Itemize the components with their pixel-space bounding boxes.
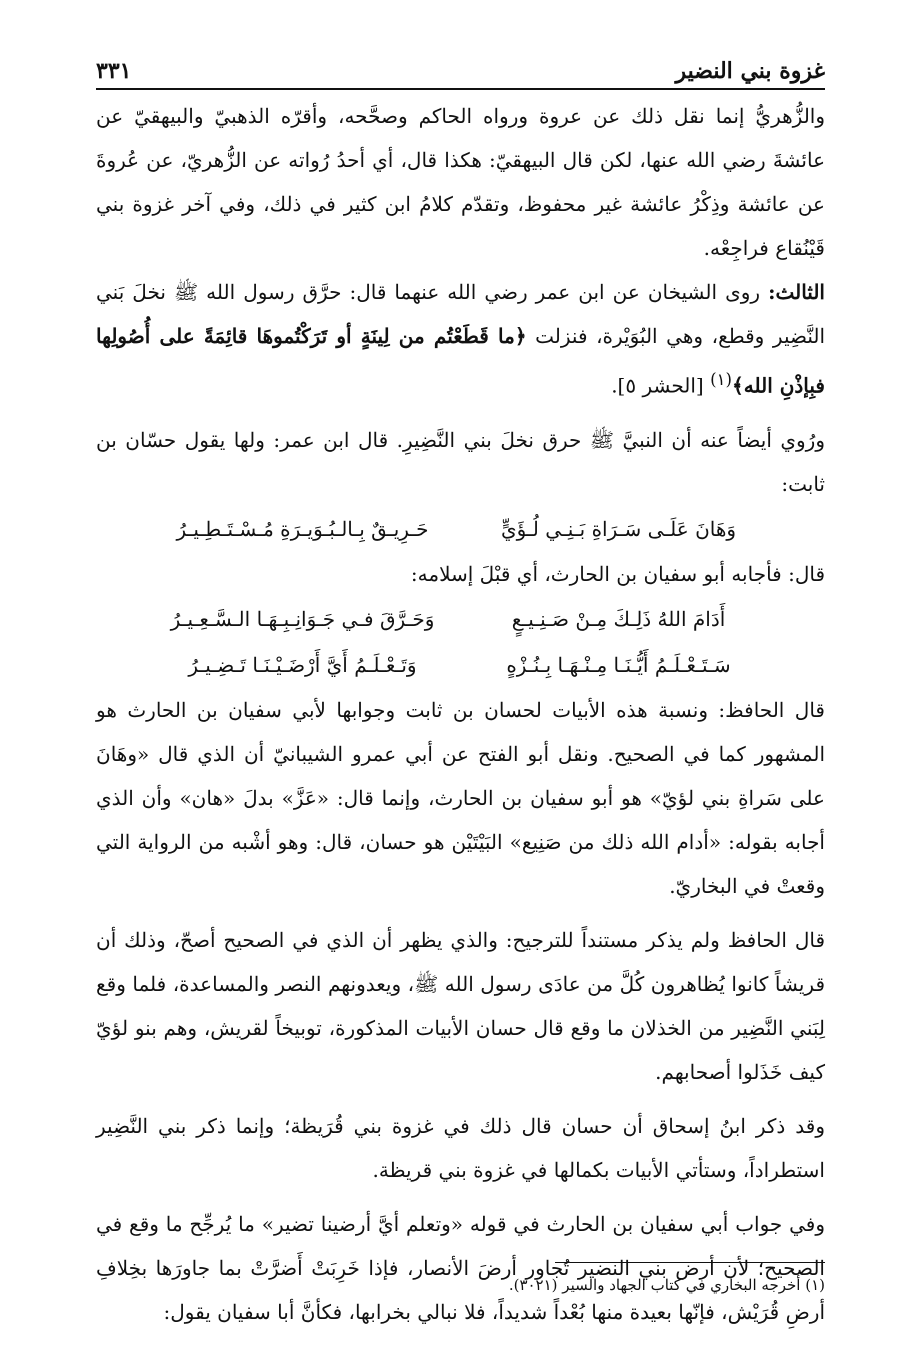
page-header <box>96 44 825 84</box>
footnote-reference[interactable]: (١) <box>710 370 733 389</box>
footnote-divider <box>555 1262 825 1263</box>
running-title: غزوة بني النضير <box>675 58 825 84</box>
footnote: (١) أخرجه البخاري في كتاب الجهاد والسير (٣٠٢١). <box>508 1276 825 1294</box>
paragraph-2-text: روى الشيخان عن ابن عمر رضي الله عنهما قال: حرَّق رسول الله ﷺ نخلَ بَني النَّضِير وقطع، وهي البُوَيْرة، فنزلت <box>96 280 826 348</box>
page-number: ٣٣١ <box>96 58 132 84</box>
verse-1-second-hemistich: حَـرِيـقٌ بِـالـبُـوَيـرَةِ مُـسْـتَـطِـيـرُ <box>176 516 429 541</box>
verse-line-1 <box>96 506 825 552</box>
verse-2-second-hemistich: وَحَـرَّقَ فـي جَـوَانِـبِـهَـا الـسَّـعِـيـرُ <box>170 606 435 631</box>
verse-2-first-hemistich: أَدَامَ اللهُ ذَلِـكَ مِـنْ صَـنِـيـعٍ <box>511 606 726 631</box>
verse-line-2 <box>96 596 825 642</box>
paragraph-2 <box>96 270 825 408</box>
section-label: الثالث: <box>768 280 825 304</box>
header-divider <box>96 88 825 90</box>
verse-line-3 <box>96 642 825 688</box>
verse-3-second-hemistich: وَتَـعْـلَـمُ أَيَّ أَرْضَـيْـنَـا تَـضِـيـرُ <box>188 652 417 677</box>
verse-3-first-hemistich: سَـتَـعْـلَـمُ أَيُّـنَـا مِـنْـهَـا بِـنُـزْهٍ <box>506 652 731 677</box>
verse-1-first-hemistich: وَهَانَ عَلَـى سَـرَاةِ بَـنِـي لُـؤَيٍّ <box>500 516 737 541</box>
quran-citation: [الحشر ٥]. <box>611 373 711 398</box>
paragraph-8: وفي جواب أبي سفيان بن الحارث في قوله «وتعلم أيَّ أرضينا تضير» ما يُرجِّح ما وقع في الصحيح؛ لأن أرض بني النضير تُجاور أرضَ الأنصار، فإذا خَرِبَتْ أَضرَّتْ بما جاورَها بخِلافِ أرضِ قُرَيْش، فإنّها بعيدة منها بُعْداً شديداً، فلا نبالي بخرابها، فكأنَّ أبا سفيان يقول: <box>96 1211 825 1324</box>
quran-quote: ﴿ما قَطَعْتُم من لِينَةٍ أو تَرَكْتُموهَا قائِمَةً على أُصُولِها فبِإذْنِ الله﴾ <box>96 324 825 398</box>
main-text <box>96 94 825 1334</box>
paragraph-3: ورُوي أيضاً عنه أن النبيَّ ﷺ حرق نخلَ بني النَّضِيرِ. قال ابن عمر: ولها يقول حسّان بن ثابت: <box>96 427 825 496</box>
paragraph-7: وقد ذكر ابنُ إسحاق أن حسان قال ذلك في غزوة بني قُرَيظة؛ وإنما ذكر بني النَّضِير استطراداً، وستأتي الأبيات بكمالها في غزوة بني قريظة. <box>96 1113 825 1182</box>
paragraph-5: قال الحافظ: ونسبة هذه الأبيات لحسان بن ثابت وجوابها لأبي سفيان بن الحارث هو المشهور كما في الصحيح. ونقل أبو الفتح عن أبي عمرو الشيبانيّ أن الذي قال «وهَانَ على سَراةِ بني لؤيّ» هو أبو سفيان بن الحارث، وإنما قال: «عَزَّ» بدلَ «هان» وأن الذي أجابه بقوله: «أدام الله ذلك من صَنِيع» البَيْتَيْن هو حسان، قال: وهو أشْبه من الرواية التي وقعتْ في البخاريّ. <box>96 697 825 898</box>
paragraph-4: قال: فأجابه أبو سفيان بن الحارث، أي قبْلَ إسلامه: <box>410 561 825 586</box>
paragraph-6: قال الحافظ ولم يذكر مستنداً للترجيح: والذي يظهر أن الذي في الصحيح أصحّ، وذلك أن قريشاً كانوا يُظاهرون كُلَّ من عادَى رسول الله ﷺ، ويعدونهم النصر والمساعدة، فلما وقع لِبَني النَّضِير من الخذلان ما وقع قال حسان الأبيات المذكورة، توبيخاً لقريش، وهم بنو لؤيّ كيف خَذَلوا أصحابهم. <box>96 927 826 1084</box>
paragraph-1: والزُّهريُّ إنما نقل ذلك عن عروة ورواه الحاكم وصحَّحه، وأقرّه الذهبيّ والبيهقيّ عن عائشةَ رضي الله عنها، لكن قال البيهقيّ: هكذا قال، أي أحدُ رُواته عن الزُّهريّ، عن عُروةَ عن عائشة وذِكْرُ عائشة غير محفوظ، وتقدّم كلامُ ابن كثير في ذلك، وفي آخر غزوة بني قَيْنُقاع فراجِعْه. <box>96 104 825 260</box>
